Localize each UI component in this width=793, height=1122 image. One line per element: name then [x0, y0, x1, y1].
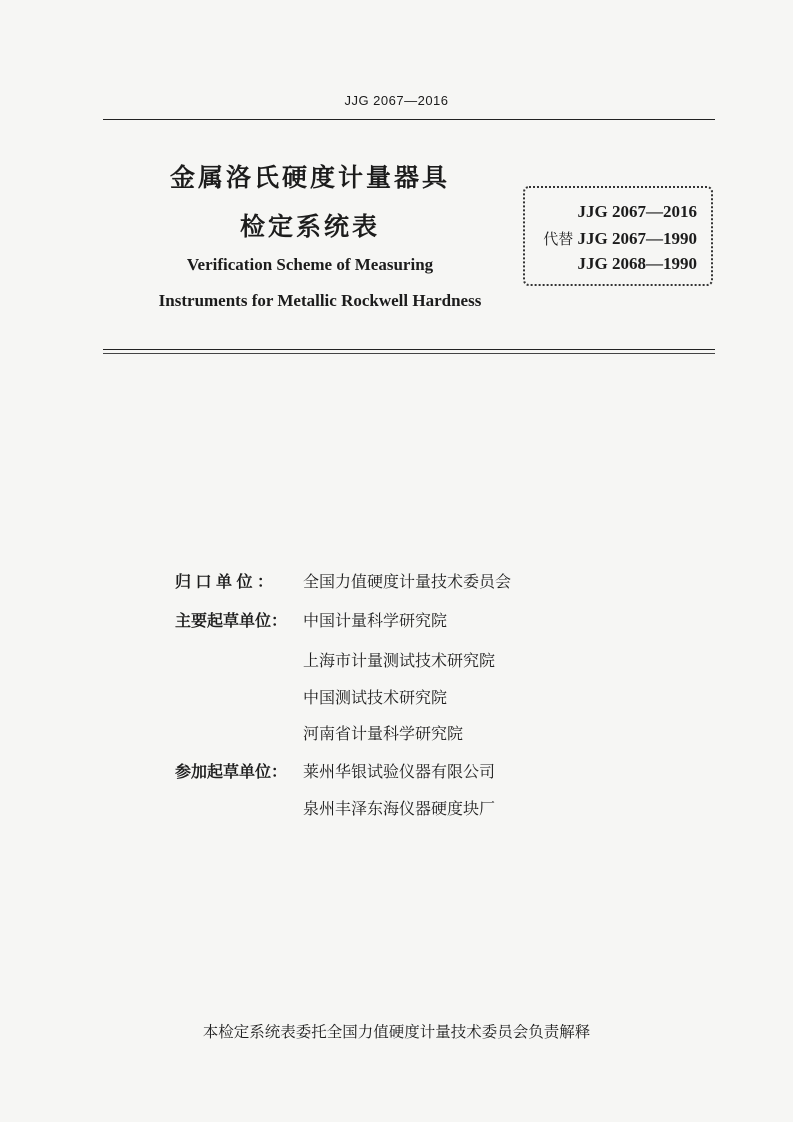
title-rule-thin [103, 353, 715, 354]
title-english-line-2: Instruments for Metallic Rockwell Hardness [158, 291, 482, 310]
responsible-unit-label: 归口单位： [175, 572, 278, 591]
main-drafting-unit: 中国计量科学研究院 [303, 611, 448, 630]
title-chinese-line-2: 检定系统表 [239, 212, 380, 241]
main-drafting-unit: 中国测试技术研究院 [303, 688, 448, 707]
participating-unit: 泉州丰泽东海仪器硬度块厂 [303, 799, 496, 818]
replaced-standard-1 [543, 228, 697, 249]
responsible-unit-row [175, 569, 511, 592]
replaced-standard-2: JJG 2068—1990 [577, 254, 697, 273]
participating-unit: 莱州华银试验仪器有限公司 [303, 762, 496, 781]
participating-label: 参加起草单位： [175, 762, 288, 781]
current-standard-code: JJG 2067—2016 [577, 202, 697, 221]
interpretation-note: 本检定系统表委托全国力值硬度计量技术委员会负责解释 [202, 1023, 591, 1041]
title-english-line-1: Verification Scheme of Measuring [186, 255, 434, 274]
main-drafting-label: 主要起草单位： [175, 611, 288, 630]
main-drafting-unit: 河南省计量科学研究院 [303, 724, 464, 743]
running-header-code: JJG 2067—2016 [344, 93, 449, 108]
replaces-prefix: 代替 [543, 230, 574, 248]
header-rule [103, 119, 715, 120]
participating-row [175, 759, 495, 782]
title-rule-thick [103, 349, 715, 350]
standard-code-box [523, 186, 713, 286]
replaced-standard-1-code: JJG 2067—1990 [577, 229, 697, 248]
main-drafting-unit: 上海市计量测试技术研究院 [303, 651, 496, 670]
main-drafting-row [175, 608, 447, 631]
title-chinese-line-1: 金属洛氏硬度计量器具 [169, 163, 450, 192]
responsible-unit-value: 全国力值硬度计量技术委员会 [303, 572, 512, 591]
